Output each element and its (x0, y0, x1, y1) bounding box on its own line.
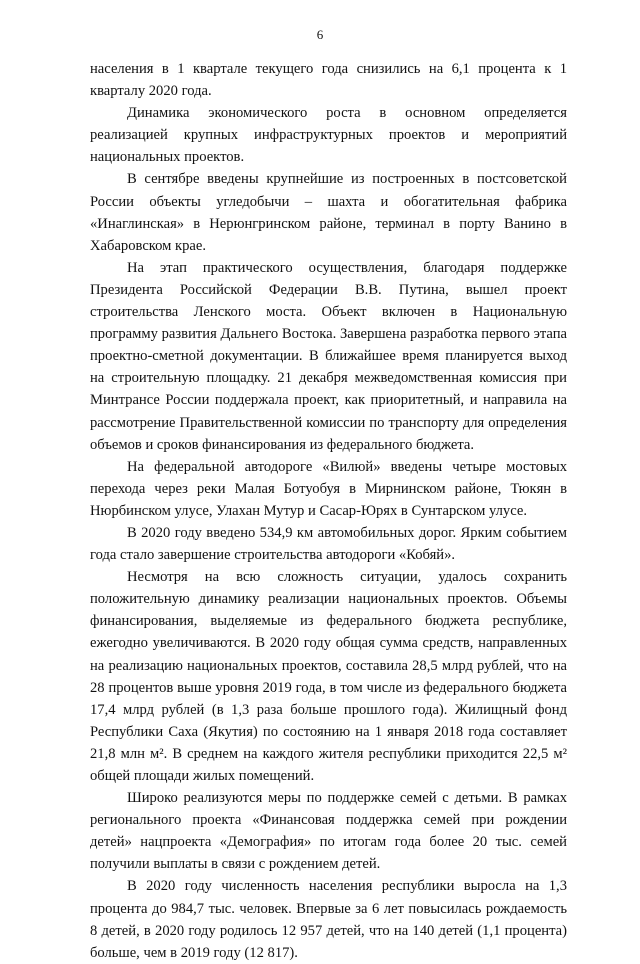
paragraph-national-projects: Несмотря на всю сложность ситуации, удалось сохранить положительную динамику реализации национальных проектов. Объемы финансирования, выделяемые из федерального бюджета республике, ежегодно увеличиваются. В 2020 году общая сумма средств, направленных на реализацию национальных проектов, составила 28,5 млрд рублей, что на 28 процентов выше уровня 2019 года, в том числе из федерального бюджета 17,4 млрд рублей (в 1,3 раза больше прошлого года). Жилищный фонд Республики Саха (Якутия) по состоянию на 1 января 2018 года составляет 21,8 млн м². В среднем на каждого жителя республики приходится 22,5 м² общей площади жилых помещений. (90, 569, 567, 784)
page-number: 6 (316, 27, 324, 42)
paragraph-family-support: Широко реализуются меры по поддержке семей с детьми. В рамках регионального проекта «Финансовая поддержка семей при рождении детей» нацпроекта «Демография» по итогам года более 20 тыс. семей получили выплаты в связи с рождением детей. (90, 790, 567, 873)
paragraph-roads: В 2020 году введено 534,9 км автомобильных дорог. Ярким событием года стало завершение строительства автодороги «Кобяй». (90, 524, 567, 564)
paragraph-population-continued: населения в 1 квартале текущего года снизились на 6,1 процента к 1 кварталу 2020 года. (90, 61, 567, 100)
paragraph-vilyuy-highway: На федеральной автодороге «Вилюй» введены четыре мостовых перехода через реки Малая Ботуобуя в Мирнинском районе, Тюкян в Нюрбинском улусе, Улахан Мутур и Сасар-Юрях в Сунтарском улусе. (90, 458, 567, 519)
paragraph-economic-growth: Динамика экономического роста в основном определяется реализацией крупных инфраструктурных проектов и мероприятий национальных проектов. (90, 105, 567, 166)
paragraph-population-growth: В 2020 году численность населения республики выросла на 1,3 процента до 984,7 тыс. человек. Впервые за 6 лет повысилась рождаемость 8 детей, в 2020 году родилось 12 957 детей, что на 140 детей (1,1 процента) больше, чем в 2019 году (12 817). (90, 878, 567, 961)
paragraph-lena-bridge: На этап практического осуществления, благодаря поддержке Президента Российской Федерации В.В. Путина, вышел проект строительства Ленского моста. Объект включен в Национальную программу развития Дальнего Востока. Завершена разработка первого этапа проектно-сметной документации. В ближайшее время планируется выход на строительную площадку. 21 декабря межведомственная комиссия при Минтрансе России поддержала проект, как приоритетный, и направила на рассмотрение Правительственной комиссии по транспорту для определения объемов и сроков финансирования из федерального бюджета. (90, 259, 567, 453)
paragraph-coal-mining: В сентябре введены крупнейшие из построенных в постсоветской России объекты угледобычи – шахта и обогатительная фабрика «Инаглинская» в Нерюнгринском районе, терминал в порту Ванино в Хабаровском крае. (90, 171, 567, 254)
document-body (90, 58, 567, 964)
